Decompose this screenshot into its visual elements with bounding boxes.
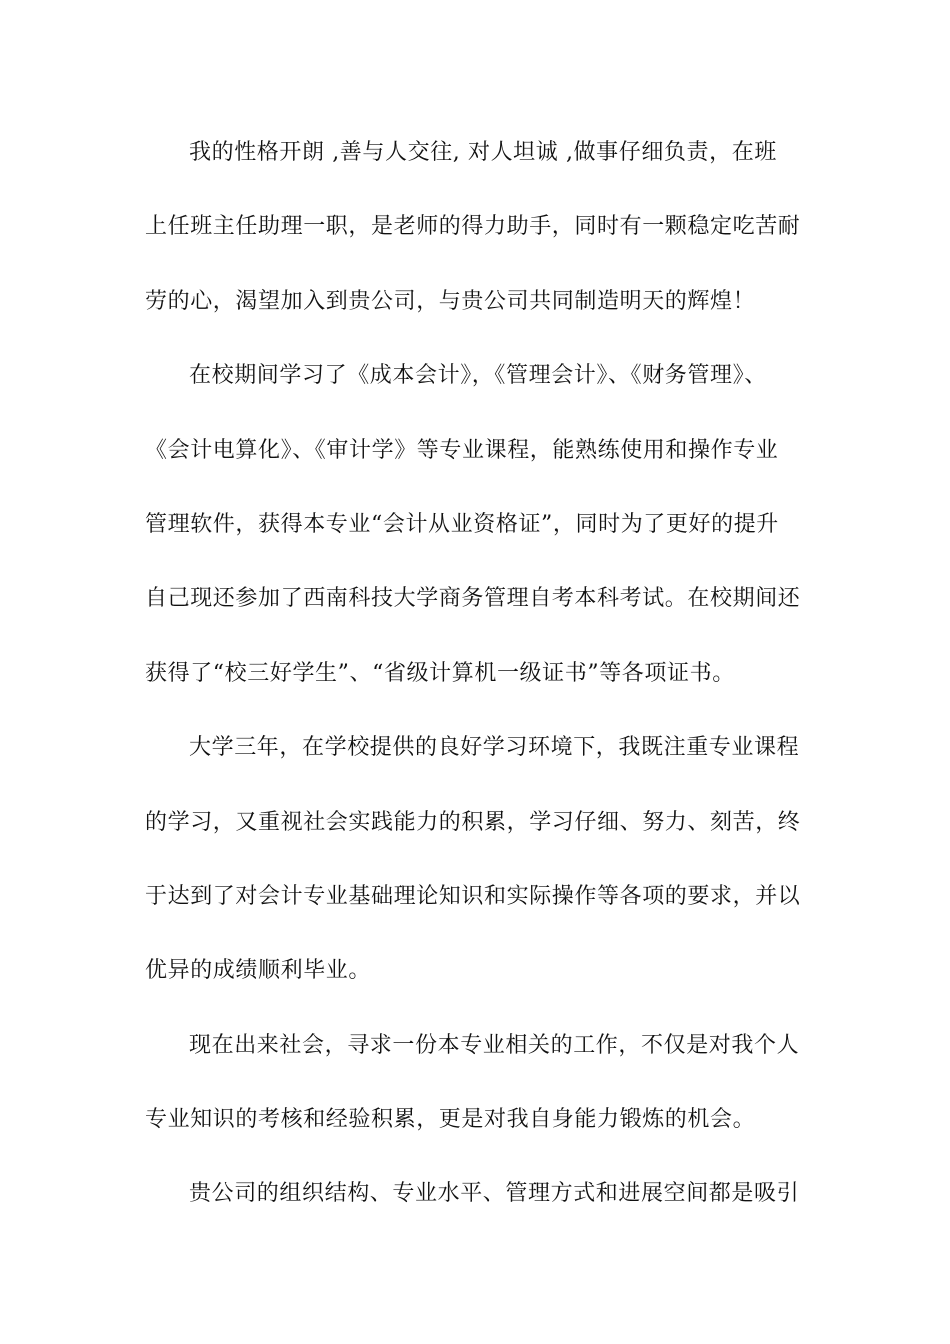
paragraph: [145, 1026, 810, 1175]
text-line: 优异的成绩顺利毕业。: [145, 958, 372, 984]
text-line: 我的性格开朗 ,善与人交往, 对人坦诚 ,做事仔细负责，在班: [189, 140, 777, 165]
text-line: 的学习，又重视社会实践能力的积累，学习仔细、努力、刻苦，终: [145, 809, 801, 835]
text-line: 自己现还参加了西南科技大学商务管理自考本科考试。在校期间还: [145, 586, 801, 612]
text-line: 获得了“校三好学生”、“省级计算机一级证书”等各项证书。: [145, 660, 735, 686]
text-line: 专业知识的考核和经验积累，更是对我自身能力锻炼的机会。: [145, 1107, 756, 1133]
text-line: 上任班主任助理一职，是老师的得力助手，同时有一颗稳定吃苦耐: [145, 214, 801, 240]
paragraph: [145, 133, 810, 356]
text-line: 管理软件，获得本专业“会计从业资格证”，同时为了更好的提升: [145, 511, 779, 537]
body-text: [145, 133, 810, 1249]
text-line: 于达到了对会计专业基础理论知识和实际操作等各项的要求，并以: [145, 883, 801, 909]
paragraph: [145, 356, 810, 728]
text-line: 大学三年，在学校提供的良好学习环境下，我既注重专业课程: [189, 735, 800, 761]
text-line: 劳的心，渴望加入到贵公司，与贵公司共同制造明天的辉煌！: [145, 288, 756, 314]
paragraph: [145, 1174, 810, 1248]
text-line: 现在出来社会，寻求一份本专业相关的工作，不仅是对我个人: [189, 1032, 800, 1058]
text-line: 《会计电算化》、《审计学》等专业课程，能熟练使用和操作专业: [145, 437, 779, 463]
text-line: 在校期间学习了《成本会计》，《管理会计》、《财务管理》、: [189, 363, 767, 389]
paragraph: [145, 728, 810, 1026]
text-line: 贵公司的组织结构、专业水平、管理方式和进展空间都是吸引: [189, 1181, 800, 1207]
